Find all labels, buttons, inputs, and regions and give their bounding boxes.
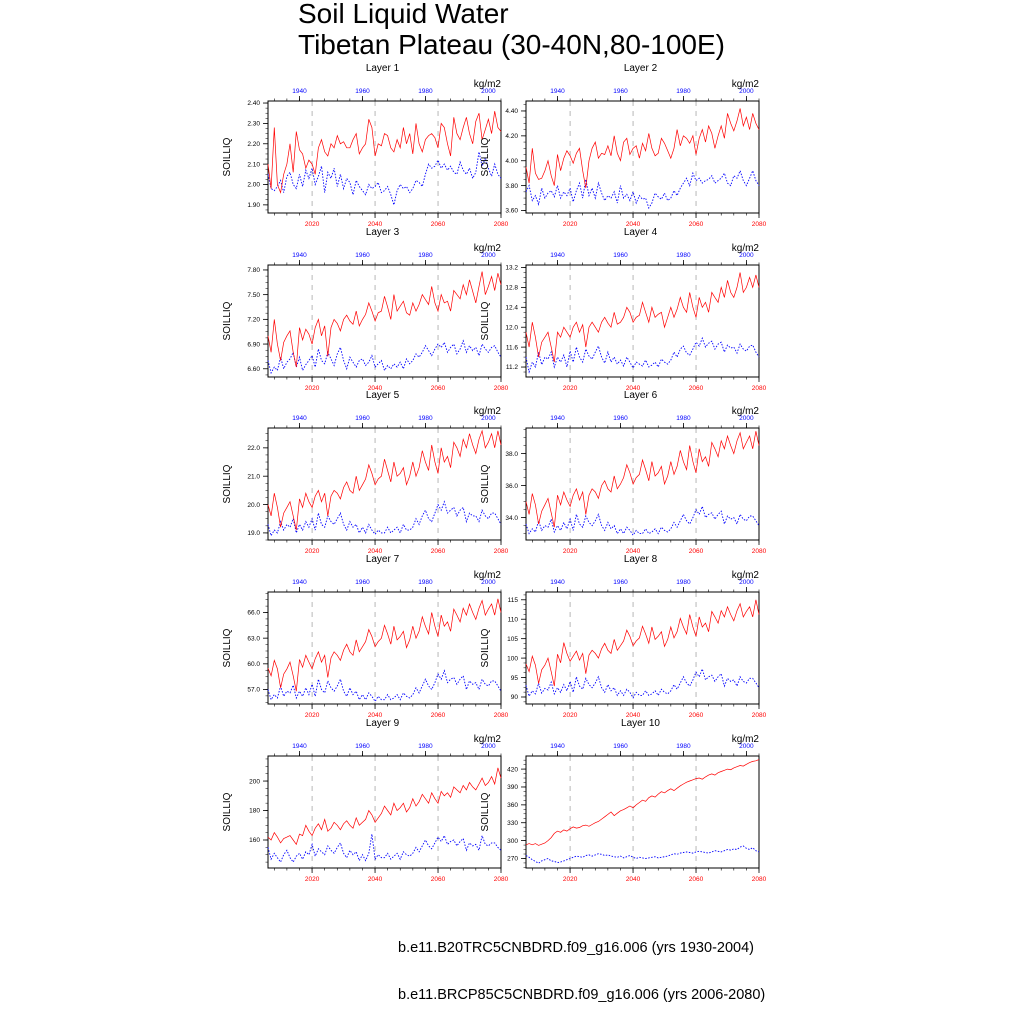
y-tick-label: 2.00 bbox=[247, 181, 260, 189]
y-tick-label: 60.0 bbox=[247, 661, 260, 669]
bottom-tick-label: 2020 bbox=[562, 712, 578, 719]
chart-title: Layer 8 bbox=[623, 554, 658, 565]
top-tick-label: 1940 bbox=[550, 415, 565, 422]
chart-title: Layer 1 bbox=[365, 63, 400, 74]
y-tick-label: 2.10 bbox=[247, 161, 260, 169]
top-tick-label: 1980 bbox=[676, 743, 691, 750]
chart-title: Layer 3 bbox=[365, 227, 400, 238]
y-tick-label: 11.6 bbox=[505, 344, 518, 352]
chart-title: Layer 9 bbox=[365, 718, 400, 729]
y-tick-label: 13.2 bbox=[505, 264, 518, 272]
y-tick-label: 200 bbox=[249, 778, 260, 786]
top-tick-label: 1980 bbox=[676, 579, 691, 586]
bottom-tick-label: 2020 bbox=[562, 548, 578, 555]
bottom-tick-label: 2060 bbox=[430, 876, 446, 883]
y-tick-label: 160 bbox=[249, 837, 260, 845]
units-label: kg/m2 bbox=[731, 570, 759, 581]
y-tick-label: 12.4 bbox=[505, 304, 518, 312]
units-label: kg/m2 bbox=[731, 79, 759, 90]
y-tick-label: 57.0 bbox=[247, 686, 260, 694]
title-line-1: Soil Liquid Water bbox=[298, 0, 509, 29]
bottom-tick-label: 2080 bbox=[751, 876, 767, 883]
bottom-tick-label: 2060 bbox=[688, 385, 704, 392]
plot-frame bbox=[526, 265, 759, 377]
top-tick-label: 2000 bbox=[739, 88, 754, 95]
bottom-tick-label: 2080 bbox=[493, 712, 509, 719]
top-tick-label: 1940 bbox=[550, 743, 565, 750]
plot-frame bbox=[526, 592, 759, 704]
y-tick-label: 110 bbox=[507, 616, 518, 624]
chart-title: Layer 4 bbox=[623, 227, 658, 238]
y-tick-label: 6.60 bbox=[247, 365, 260, 373]
bottom-tick-label: 2020 bbox=[562, 385, 578, 392]
y-axis-label: SOILLIQ bbox=[480, 301, 491, 341]
y-axis-label: SOILLIQ bbox=[222, 628, 233, 668]
units-label: kg/m2 bbox=[473, 406, 501, 417]
top-tick-label: 2000 bbox=[481, 743, 496, 750]
bottom-tick-label: 2040 bbox=[367, 548, 383, 555]
bottom-tick-label: 2080 bbox=[751, 548, 767, 555]
y-tick-label: 95 bbox=[510, 674, 518, 682]
top-tick-label: 2000 bbox=[481, 415, 496, 422]
top-tick-label: 1940 bbox=[292, 252, 307, 259]
y-tick-label: 270 bbox=[507, 855, 518, 863]
units-label: kg/m2 bbox=[473, 734, 501, 745]
bottom-tick-label: 2040 bbox=[367, 385, 383, 392]
y-axis-label: SOILLIQ bbox=[480, 137, 491, 177]
bottom-tick-label: 2080 bbox=[493, 385, 509, 392]
y-tick-label: 2.30 bbox=[247, 120, 260, 128]
y-axis-label: SOILLIQ bbox=[480, 464, 491, 504]
y-tick-label: 4.00 bbox=[505, 157, 518, 165]
top-tick-label: 1960 bbox=[355, 743, 370, 750]
top-tick-label: 1960 bbox=[613, 252, 628, 259]
chart-panel-7 bbox=[222, 554, 509, 719]
series-line-historical bbox=[268, 834, 501, 862]
chart-title: Layer 7 bbox=[365, 554, 400, 565]
bottom-tick-label: 2020 bbox=[304, 548, 320, 555]
top-tick-label: 1980 bbox=[676, 88, 691, 95]
y-tick-label: 38.0 bbox=[505, 450, 518, 458]
y-tick-label: 7.50 bbox=[247, 291, 260, 299]
chart-panel-3 bbox=[222, 227, 509, 392]
y-axis-label: SOILLIQ bbox=[222, 464, 233, 504]
chart-title: Layer 6 bbox=[623, 390, 658, 401]
chart-title: Layer 10 bbox=[621, 718, 660, 729]
y-tick-label: 11.2 bbox=[505, 364, 518, 372]
y-tick-label: 7.20 bbox=[247, 316, 260, 324]
y-tick-label: 115 bbox=[507, 596, 518, 604]
bottom-tick-label: 2040 bbox=[367, 712, 383, 719]
top-tick-label: 2000 bbox=[481, 252, 496, 259]
y-tick-label: 90 bbox=[510, 694, 518, 702]
y-tick-label: 3.80 bbox=[505, 182, 518, 190]
top-tick-label: 1980 bbox=[418, 743, 433, 750]
y-tick-label: 105 bbox=[507, 635, 518, 643]
plot-frame bbox=[268, 756, 501, 868]
chart-panel-6 bbox=[480, 390, 767, 555]
bottom-tick-label: 2060 bbox=[688, 548, 704, 555]
y-tick-label: 300 bbox=[507, 837, 518, 845]
y-tick-label: 1.90 bbox=[247, 202, 260, 210]
top-tick-label: 1980 bbox=[676, 252, 691, 259]
y-tick-label: 330 bbox=[507, 819, 518, 827]
y-axis-label: SOILLIQ bbox=[222, 137, 233, 177]
y-tick-label: 12.8 bbox=[505, 284, 518, 292]
bottom-tick-label: 2040 bbox=[625, 876, 641, 883]
bottom-tick-label: 2060 bbox=[688, 221, 704, 228]
y-tick-label: 3.60 bbox=[505, 207, 518, 215]
y-tick-label: 2.40 bbox=[247, 100, 260, 108]
bottom-tick-label: 2040 bbox=[625, 548, 641, 555]
bottom-tick-label: 2040 bbox=[367, 876, 383, 883]
units-label: kg/m2 bbox=[473, 570, 501, 581]
bottom-tick-label: 2060 bbox=[430, 712, 446, 719]
top-tick-label: 1960 bbox=[613, 88, 628, 95]
bottom-tick-label: 2080 bbox=[751, 385, 767, 392]
top-tick-label: 1940 bbox=[292, 743, 307, 750]
units-label: kg/m2 bbox=[473, 243, 501, 254]
legend-label-future: b.e11.BRCP85C5CNBDRD.f09_g16.006 (yrs 2006-2080) bbox=[398, 987, 766, 1003]
series-line-future bbox=[526, 600, 759, 686]
series-line-historical bbox=[268, 671, 501, 702]
bottom-tick-label: 2020 bbox=[562, 221, 578, 228]
series-line-future bbox=[268, 768, 501, 845]
y-tick-label: 420 bbox=[507, 766, 518, 774]
y-axis-label: SOILLIQ bbox=[222, 792, 233, 832]
bottom-tick-label: 2020 bbox=[304, 221, 320, 228]
series-line-future bbox=[268, 111, 501, 192]
y-tick-label: 34.0 bbox=[505, 514, 518, 522]
top-tick-label: 1980 bbox=[418, 415, 433, 422]
top-tick-label: 2000 bbox=[739, 743, 754, 750]
top-tick-label: 1980 bbox=[418, 579, 433, 586]
top-tick-label: 1960 bbox=[613, 743, 628, 750]
chart-panel-10 bbox=[480, 718, 767, 883]
top-tick-label: 2000 bbox=[739, 415, 754, 422]
bottom-tick-label: 2020 bbox=[304, 876, 320, 883]
bottom-tick-label: 2060 bbox=[430, 385, 446, 392]
bottom-tick-label: 2080 bbox=[493, 221, 509, 228]
bottom-tick-label: 2040 bbox=[625, 221, 641, 228]
y-axis-label: SOILLIQ bbox=[480, 792, 491, 832]
top-tick-label: 1980 bbox=[676, 415, 691, 422]
y-tick-label: 100 bbox=[507, 655, 518, 663]
bottom-tick-label: 2020 bbox=[562, 876, 578, 883]
plot-frame bbox=[526, 101, 759, 213]
plot-frame bbox=[268, 265, 501, 377]
bottom-tick-label: 2080 bbox=[751, 221, 767, 228]
units-label: kg/m2 bbox=[731, 243, 759, 254]
top-tick-label: 1960 bbox=[355, 579, 370, 586]
series-line-future bbox=[526, 431, 759, 527]
y-tick-label: 19.0 bbox=[247, 530, 260, 538]
top-tick-label: 1940 bbox=[292, 579, 307, 586]
top-tick-label: 1980 bbox=[418, 88, 433, 95]
plot-frame bbox=[268, 428, 501, 540]
top-tick-label: 1960 bbox=[613, 579, 628, 586]
y-tick-label: 390 bbox=[507, 784, 518, 792]
series-line-future bbox=[268, 272, 501, 368]
title-line-2: Tibetan Plateau (30-40N,80-100E) bbox=[298, 29, 725, 60]
series-line-future bbox=[268, 431, 501, 530]
series-line-future bbox=[526, 760, 759, 846]
bottom-tick-label: 2080 bbox=[493, 548, 509, 555]
chart-panel-1 bbox=[222, 63, 509, 228]
top-tick-label: 1960 bbox=[355, 252, 370, 259]
top-tick-label: 1940 bbox=[292, 415, 307, 422]
units-label: kg/m2 bbox=[473, 79, 501, 90]
y-tick-label: 36.0 bbox=[505, 482, 518, 490]
bottom-tick-label: 2080 bbox=[493, 876, 509, 883]
bottom-tick-label: 2040 bbox=[367, 221, 383, 228]
units-label: kg/m2 bbox=[731, 406, 759, 417]
series-line-historical bbox=[268, 341, 501, 373]
plot-frame bbox=[268, 592, 501, 704]
y-tick-label: 4.20 bbox=[505, 133, 518, 141]
bottom-tick-label: 2040 bbox=[625, 385, 641, 392]
top-tick-label: 2000 bbox=[481, 579, 496, 586]
y-axis-label: SOILLIQ bbox=[222, 301, 233, 341]
chart-panel-8 bbox=[480, 554, 767, 719]
bottom-tick-label: 2020 bbox=[304, 385, 320, 392]
bottom-tick-label: 2060 bbox=[688, 712, 704, 719]
series-line-historical bbox=[526, 846, 759, 863]
top-tick-label: 2000 bbox=[481, 88, 496, 95]
top-tick-label: 1940 bbox=[292, 88, 307, 95]
top-tick-label: 2000 bbox=[739, 579, 754, 586]
chart-panel-9 bbox=[222, 718, 509, 883]
bottom-tick-label: 2020 bbox=[304, 712, 320, 719]
series-line-future bbox=[268, 599, 501, 691]
top-tick-label: 1940 bbox=[550, 252, 565, 259]
series-line-historical bbox=[268, 152, 501, 205]
y-tick-label: 12.0 bbox=[505, 324, 518, 332]
y-tick-label: 360 bbox=[507, 802, 518, 810]
y-tick-label: 2.20 bbox=[247, 140, 260, 148]
y-tick-label: 21.0 bbox=[247, 473, 260, 481]
top-tick-label: 1940 bbox=[550, 579, 565, 586]
bottom-tick-label: 2040 bbox=[625, 712, 641, 719]
y-tick-label: 22.0 bbox=[247, 445, 260, 453]
units-label: kg/m2 bbox=[731, 734, 759, 745]
top-tick-label: 1980 bbox=[418, 252, 433, 259]
legend-label-historical: b.e11.B20TRC5CNBDRD.f09_g16.006 (yrs 1930-2004) bbox=[398, 940, 754, 956]
top-tick-label: 1960 bbox=[613, 415, 628, 422]
chart-panel-2 bbox=[480, 63, 767, 228]
series-line-historical bbox=[526, 669, 759, 698]
series-line-future bbox=[526, 109, 759, 189]
bottom-tick-label: 2060 bbox=[430, 221, 446, 228]
top-tick-label: 1960 bbox=[355, 415, 370, 422]
bottom-tick-label: 2080 bbox=[751, 712, 767, 719]
top-tick-label: 1960 bbox=[355, 88, 370, 95]
y-tick-label: 66.0 bbox=[247, 609, 260, 617]
bottom-tick-label: 2060 bbox=[430, 548, 446, 555]
bottom-tick-label: 2060 bbox=[688, 876, 704, 883]
series-line-historical bbox=[526, 171, 759, 208]
chart-title: Layer 2 bbox=[623, 63, 658, 74]
y-tick-label: 7.80 bbox=[247, 267, 260, 275]
top-tick-label: 2000 bbox=[739, 252, 754, 259]
chart-panel-4 bbox=[480, 227, 767, 392]
series-line-historical bbox=[526, 338, 759, 372]
series-line-future bbox=[526, 273, 759, 363]
top-tick-label: 1940 bbox=[550, 88, 565, 95]
y-tick-label: 6.90 bbox=[247, 341, 260, 349]
y-axis-label: SOILLIQ bbox=[480, 628, 491, 668]
y-tick-label: 63.0 bbox=[247, 635, 260, 643]
y-tick-label: 4.40 bbox=[505, 108, 518, 116]
chart-title: Layer 5 bbox=[365, 390, 400, 401]
chart-panel-5 bbox=[222, 390, 509, 555]
series-line-historical bbox=[526, 506, 759, 535]
y-tick-label: 20.0 bbox=[247, 501, 260, 509]
y-tick-label: 180 bbox=[249, 807, 260, 815]
